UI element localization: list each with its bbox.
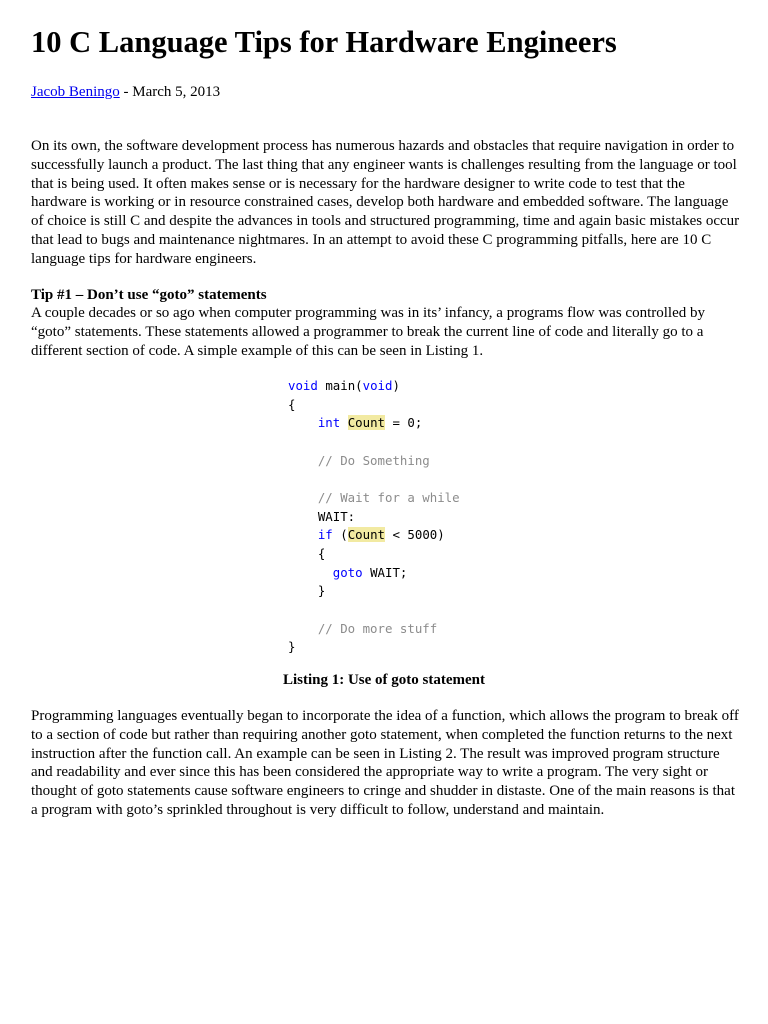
code-keyword: void — [288, 378, 318, 393]
code-punct: } — [317, 583, 326, 599]
code-keyword: goto — [332, 564, 363, 580]
byline — [31, 82, 220, 102]
function-paragraph: Programming languages eventually began to incorporate the idea of a function, which allows the program to break off to a section of code but rather than requiring another goto statement, when completed the function returns to the next instruction after the function call. An example can be seen in Listing 2. The result was improved program structure and readability and ever since this has been considered the appropriate way to write a program. The very sight or thought of goto statements cause software engineers to cringe and shudder in distaste. One of the main reasons is that a program with goto’s sprinkled throughout is very difficult to follow, understand and maintain. — [31, 708, 739, 818]
code-punct: { — [317, 545, 326, 561]
publish-date: March 5, 2013 — [132, 84, 221, 100]
code-line — [288, 489, 460, 508]
code-line — [288, 582, 460, 601]
code-line-blank — [288, 470, 460, 489]
code-listing-1 — [288, 377, 460, 657]
code-highlight: Count — [347, 527, 386, 543]
intro-paragraph: On its own, the software development process has numerous hazards and obstacles that require navigation in order to successfully launch a product. The last thing that any engineer wants is challenges resulting from the language or tool that is being used. It often makes sense or is necessary for the hardware designer to write code to test that the hardware is working or in resource constrained cases, develop both hardware and embedded software. The language of choice is still C and despite the advances in tools and structured programming, time and again basic mistakes occur that lead to bugs and maintenance nightmares. In an attempt to avoid these C programming pitfalls, here are 10 C language tips for hardware engineers. — [31, 138, 740, 267]
listing-caption: Listing 1: Use of goto statement — [282, 672, 486, 688]
code-line-blank — [288, 433, 460, 452]
code-highlight: Count — [347, 415, 386, 431]
code-line — [288, 452, 460, 471]
code-punct: { — [288, 396, 296, 412]
code-punct: ( — [355, 378, 363, 393]
code-keyword: void — [362, 378, 393, 393]
code-line — [288, 526, 460, 545]
code-line — [288, 414, 460, 433]
code-keyword: if — [317, 527, 333, 543]
code-line — [288, 620, 460, 639]
code-comment: // Do Something — [317, 452, 430, 468]
code-punct: } — [288, 639, 296, 655]
tip-1-paragraph: A couple decades or so ago when computer programming was in its’ infancy, a programs flow was controlled by “goto” statements. These statements allowed a programmer to break the current line of code and literally go to a different section of code. A simple example of this can be seen in Listing 1. — [31, 305, 705, 359]
article-title: 10 C Language Tips for Hardware Engineers — [31, 25, 617, 59]
author-link[interactable]: Jacob Beningo — [31, 84, 120, 100]
code-identifier: main — [325, 378, 356, 393]
code-line — [288, 564, 460, 583]
code-line — [288, 545, 460, 564]
code-line — [288, 396, 460, 415]
code-punct: ) — [392, 378, 400, 393]
code-label: WAIT: — [317, 508, 356, 524]
code-text: WAIT; — [362, 564, 408, 580]
code-punct: ( — [340, 527, 348, 543]
code-line — [288, 377, 460, 396]
tip-1-heading: Tip #1 – Don’t use “goto” statements — [31, 287, 267, 303]
code-line — [288, 638, 460, 657]
code-keyword: int — [317, 415, 341, 431]
code-line-blank — [288, 601, 460, 620]
byline-separator: - — [119, 84, 133, 100]
code-line — [288, 508, 460, 527]
code-comment: // Do more stuff — [317, 620, 438, 636]
code-text: < 5000) — [385, 527, 445, 543]
code-text: = 0; — [385, 415, 423, 431]
code-comment: // Wait for a while — [317, 489, 460, 505]
